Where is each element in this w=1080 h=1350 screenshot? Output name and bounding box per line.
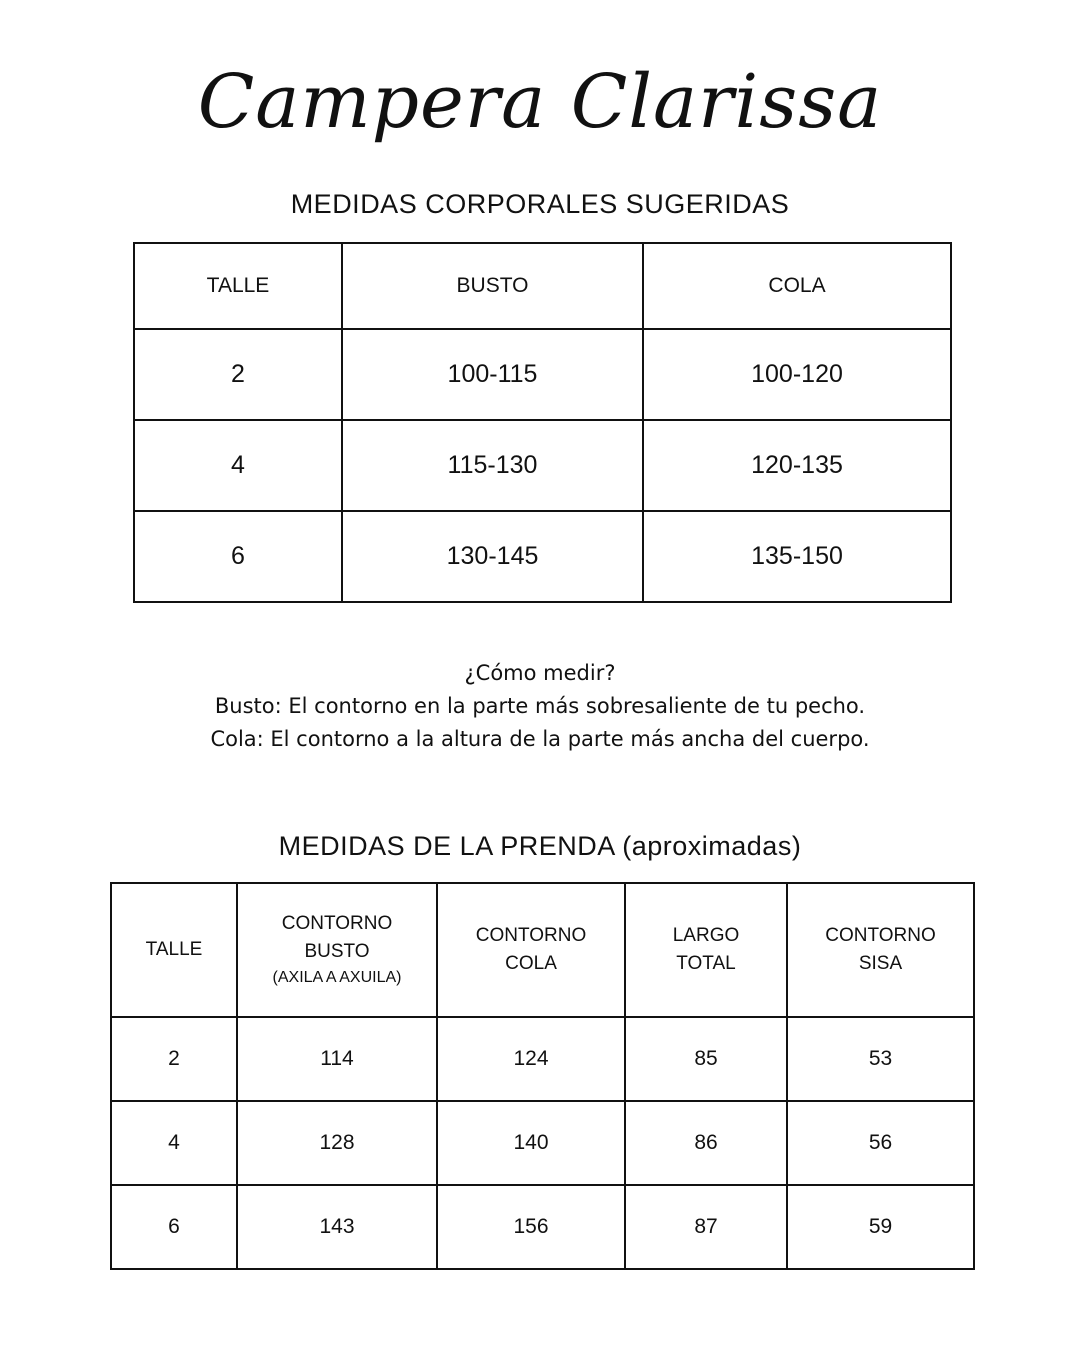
cell-talle: 4: [111, 1101, 237, 1185]
column-header-note: (AXILA A AXUILA): [272, 969, 402, 986]
cell-talle: 6: [111, 1185, 237, 1269]
table-row: [111, 1185, 974, 1269]
column-header-talle: TALLE: [134, 243, 342, 329]
how-to-measure: [0, 657, 1080, 756]
cell-talle: 2: [111, 1017, 237, 1101]
table-row: [111, 1017, 974, 1101]
column-header-line: TALLE: [145, 939, 203, 960]
column-header-busto: BUSTO: [342, 243, 643, 329]
cell-largo-total: 85: [625, 1017, 787, 1101]
cell-cola: 100-120: [643, 329, 951, 420]
how-to-measure-bust: Busto: El contorno en la parte más sobresaliente de tu pecho.: [214, 694, 866, 718]
table-row: [134, 329, 951, 420]
cell-talle: 6: [134, 511, 342, 602]
cell-contorno-sisa: 53: [787, 1017, 974, 1101]
table-row: [111, 1101, 974, 1185]
cell-contorno-cola: 124: [437, 1017, 625, 1101]
cell-contorno-sisa: 59: [787, 1185, 974, 1269]
cell-contorno-busto: 114: [237, 1017, 437, 1101]
body-measurements-table: [133, 242, 952, 603]
table-header-row: [111, 883, 974, 1017]
column-header-line: TOTAL: [676, 953, 736, 974]
cell-contorno-sisa: 56: [787, 1101, 974, 1185]
column-header-line: CONTORNO: [825, 925, 936, 946]
how-to-measure-question: ¿Cómo medir?: [464, 661, 616, 685]
column-header-line: COLA: [505, 953, 557, 974]
cell-busto: 130-145: [342, 511, 643, 602]
cell-cola: 135-150: [643, 511, 951, 602]
cell-cola: 120-135: [643, 420, 951, 511]
column-header-line: CONTORNO: [281, 913, 393, 934]
cell-contorno-cola: 140: [437, 1101, 625, 1185]
column-header-contorno-cola: [437, 883, 625, 1017]
cell-busto: 100-115: [342, 329, 643, 420]
cell-contorno-busto: 128: [237, 1101, 437, 1185]
table-header-row: [134, 243, 951, 329]
page-title: Campera Clarissa: [197, 59, 883, 145]
cell-busto: 115-130: [342, 420, 643, 511]
column-header-line: CONTORNO: [475, 925, 587, 946]
table-row: [134, 420, 951, 511]
cell-largo-total: 87: [625, 1185, 787, 1269]
garment-measurements-heading: MEDIDAS DE LA PRENDA (aproximadas): [278, 831, 802, 861]
column-header-line: LARGO: [672, 925, 740, 946]
column-header-line: BUSTO: [304, 941, 370, 962]
cell-contorno-busto: 143: [237, 1185, 437, 1269]
how-to-measure-hip: Cola: El contorno a la altura de la parte más ancha del cuerpo.: [210, 727, 870, 751]
column-header-line: SISA: [858, 953, 903, 974]
cell-largo-total: 86: [625, 1101, 787, 1185]
garment-measurements-table: [110, 882, 975, 1270]
column-header-cola: COLA: [643, 243, 951, 329]
column-header-contorno-busto: [237, 883, 437, 1017]
column-header-contorno-sisa: [787, 883, 974, 1017]
table-row: [134, 511, 951, 602]
cell-contorno-cola: 156: [437, 1185, 625, 1269]
column-header-largo-total: [625, 883, 787, 1017]
body-measurements-heading: MEDIDAS CORPORALES SUGERIDAS: [290, 189, 790, 219]
column-header-talle: [111, 883, 237, 1017]
cell-talle: 2: [134, 329, 342, 420]
cell-talle: 4: [134, 420, 342, 511]
